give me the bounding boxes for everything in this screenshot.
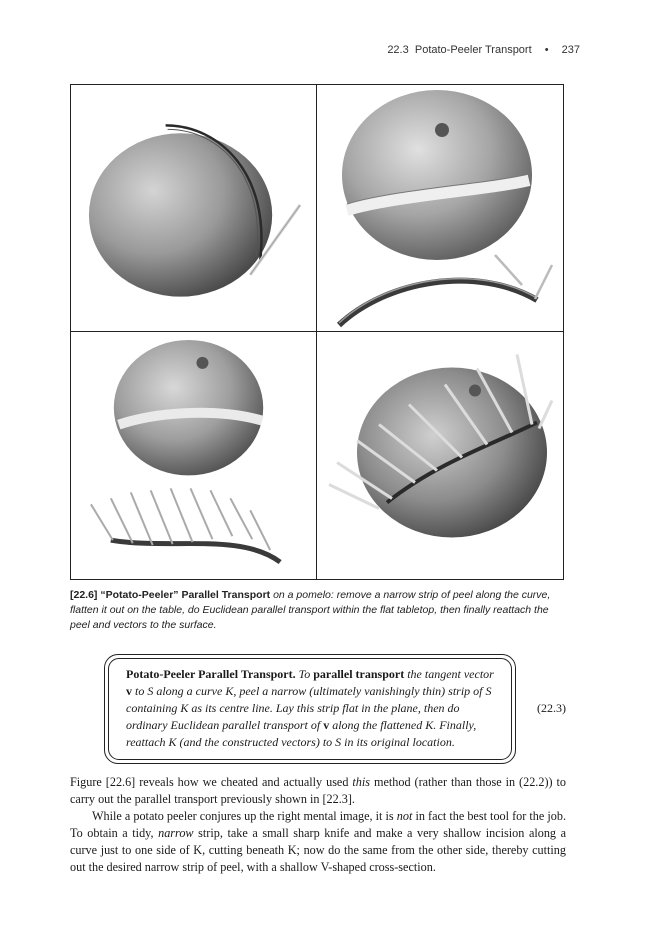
- paragraph-1: [70, 774, 566, 808]
- pomelo-photo-1: [71, 85, 316, 331]
- pomelo-photo-3: [71, 332, 316, 579]
- definition-text-1: To: [298, 667, 311, 681]
- body-text: [70, 774, 566, 876]
- pomelo-photo-2: [317, 85, 563, 331]
- page-number: 237: [561, 44, 580, 56]
- paragraph-2-text-c: strip, take a small sharp knife and make a very shallow incision along a curve just to one side of K, cutting beneath K; now do the same from the other side, thereby cutting out the desired narrow strip of peel, with a shallow V-shaped cross-section.: [70, 826, 567, 874]
- vector-v: v: [126, 684, 132, 698]
- paragraph-2: [70, 808, 566, 876]
- definition-box: [104, 654, 516, 764]
- paragraph-1-text-b: method (rather than those in (22.2)) to carry out the parallel transport previously shown in [22.3].: [70, 775, 567, 806]
- caption-label: [22.6] “Potato-Peeler” Parallel Transport: [70, 589, 271, 601]
- pomelo-photo-4: [317, 332, 563, 579]
- definition-text-3: to S along a curve K, peel a narrow (ultimately vanishingly thin) strip of S containing K as its centre line. Lay this strip flat in the plane, then do ordinary Euclidean parallel transport of: [126, 684, 492, 732]
- figure-caption: [70, 588, 564, 633]
- paragraph-1-emphasis: this: [352, 775, 371, 789]
- running-head: [387, 44, 580, 56]
- paragraph-2-text-b: in fact the best tool for the job. To obtain a tidy,: [70, 809, 567, 840]
- photo-panel-top-left: [71, 85, 317, 332]
- section-title: Potato-Peeler Transport: [414, 44, 532, 56]
- definition-text-2: the tangent vector: [407, 667, 494, 681]
- paragraph-1-text-a: Figure [22.6] reveals how we cheated and actually used: [70, 775, 349, 789]
- vector-v-2: v: [323, 718, 330, 732]
- definition-box-inner: [108, 658, 512, 760]
- paragraph-2-emphasis-not: not: [396, 809, 413, 823]
- photo-panel-bottom-left: [71, 332, 317, 579]
- definition-title: Potato-Peeler Parallel Transport.: [126, 667, 296, 681]
- bullet-separator: •: [544, 44, 549, 56]
- caption-body: on a pomelo: remove a narrow strip of peel along the curve, flatten it out on the table, do Euclidean parallel transport within the flat tabletop, then finally reattach the peel and vectors to the surface.: [70, 589, 551, 631]
- section-number: 22.3: [387, 44, 409, 56]
- paragraph-2-text-a: While a potato peeler conjures up the right mental image, it is: [92, 809, 394, 823]
- equation-number: (22.3): [537, 701, 566, 715]
- figure-22-6: [70, 84, 564, 580]
- photo-panel-top-right: [317, 85, 563, 332]
- paragraph-2-emphasis-narrow: narrow: [158, 826, 194, 840]
- definition-text-4: along the flattened K. Finally, reattach K (and the constructed vectors) to S in its original location.: [126, 718, 477, 749]
- definition-term: parallel transport: [313, 667, 405, 681]
- photo-panel-bottom-right: [317, 332, 563, 579]
